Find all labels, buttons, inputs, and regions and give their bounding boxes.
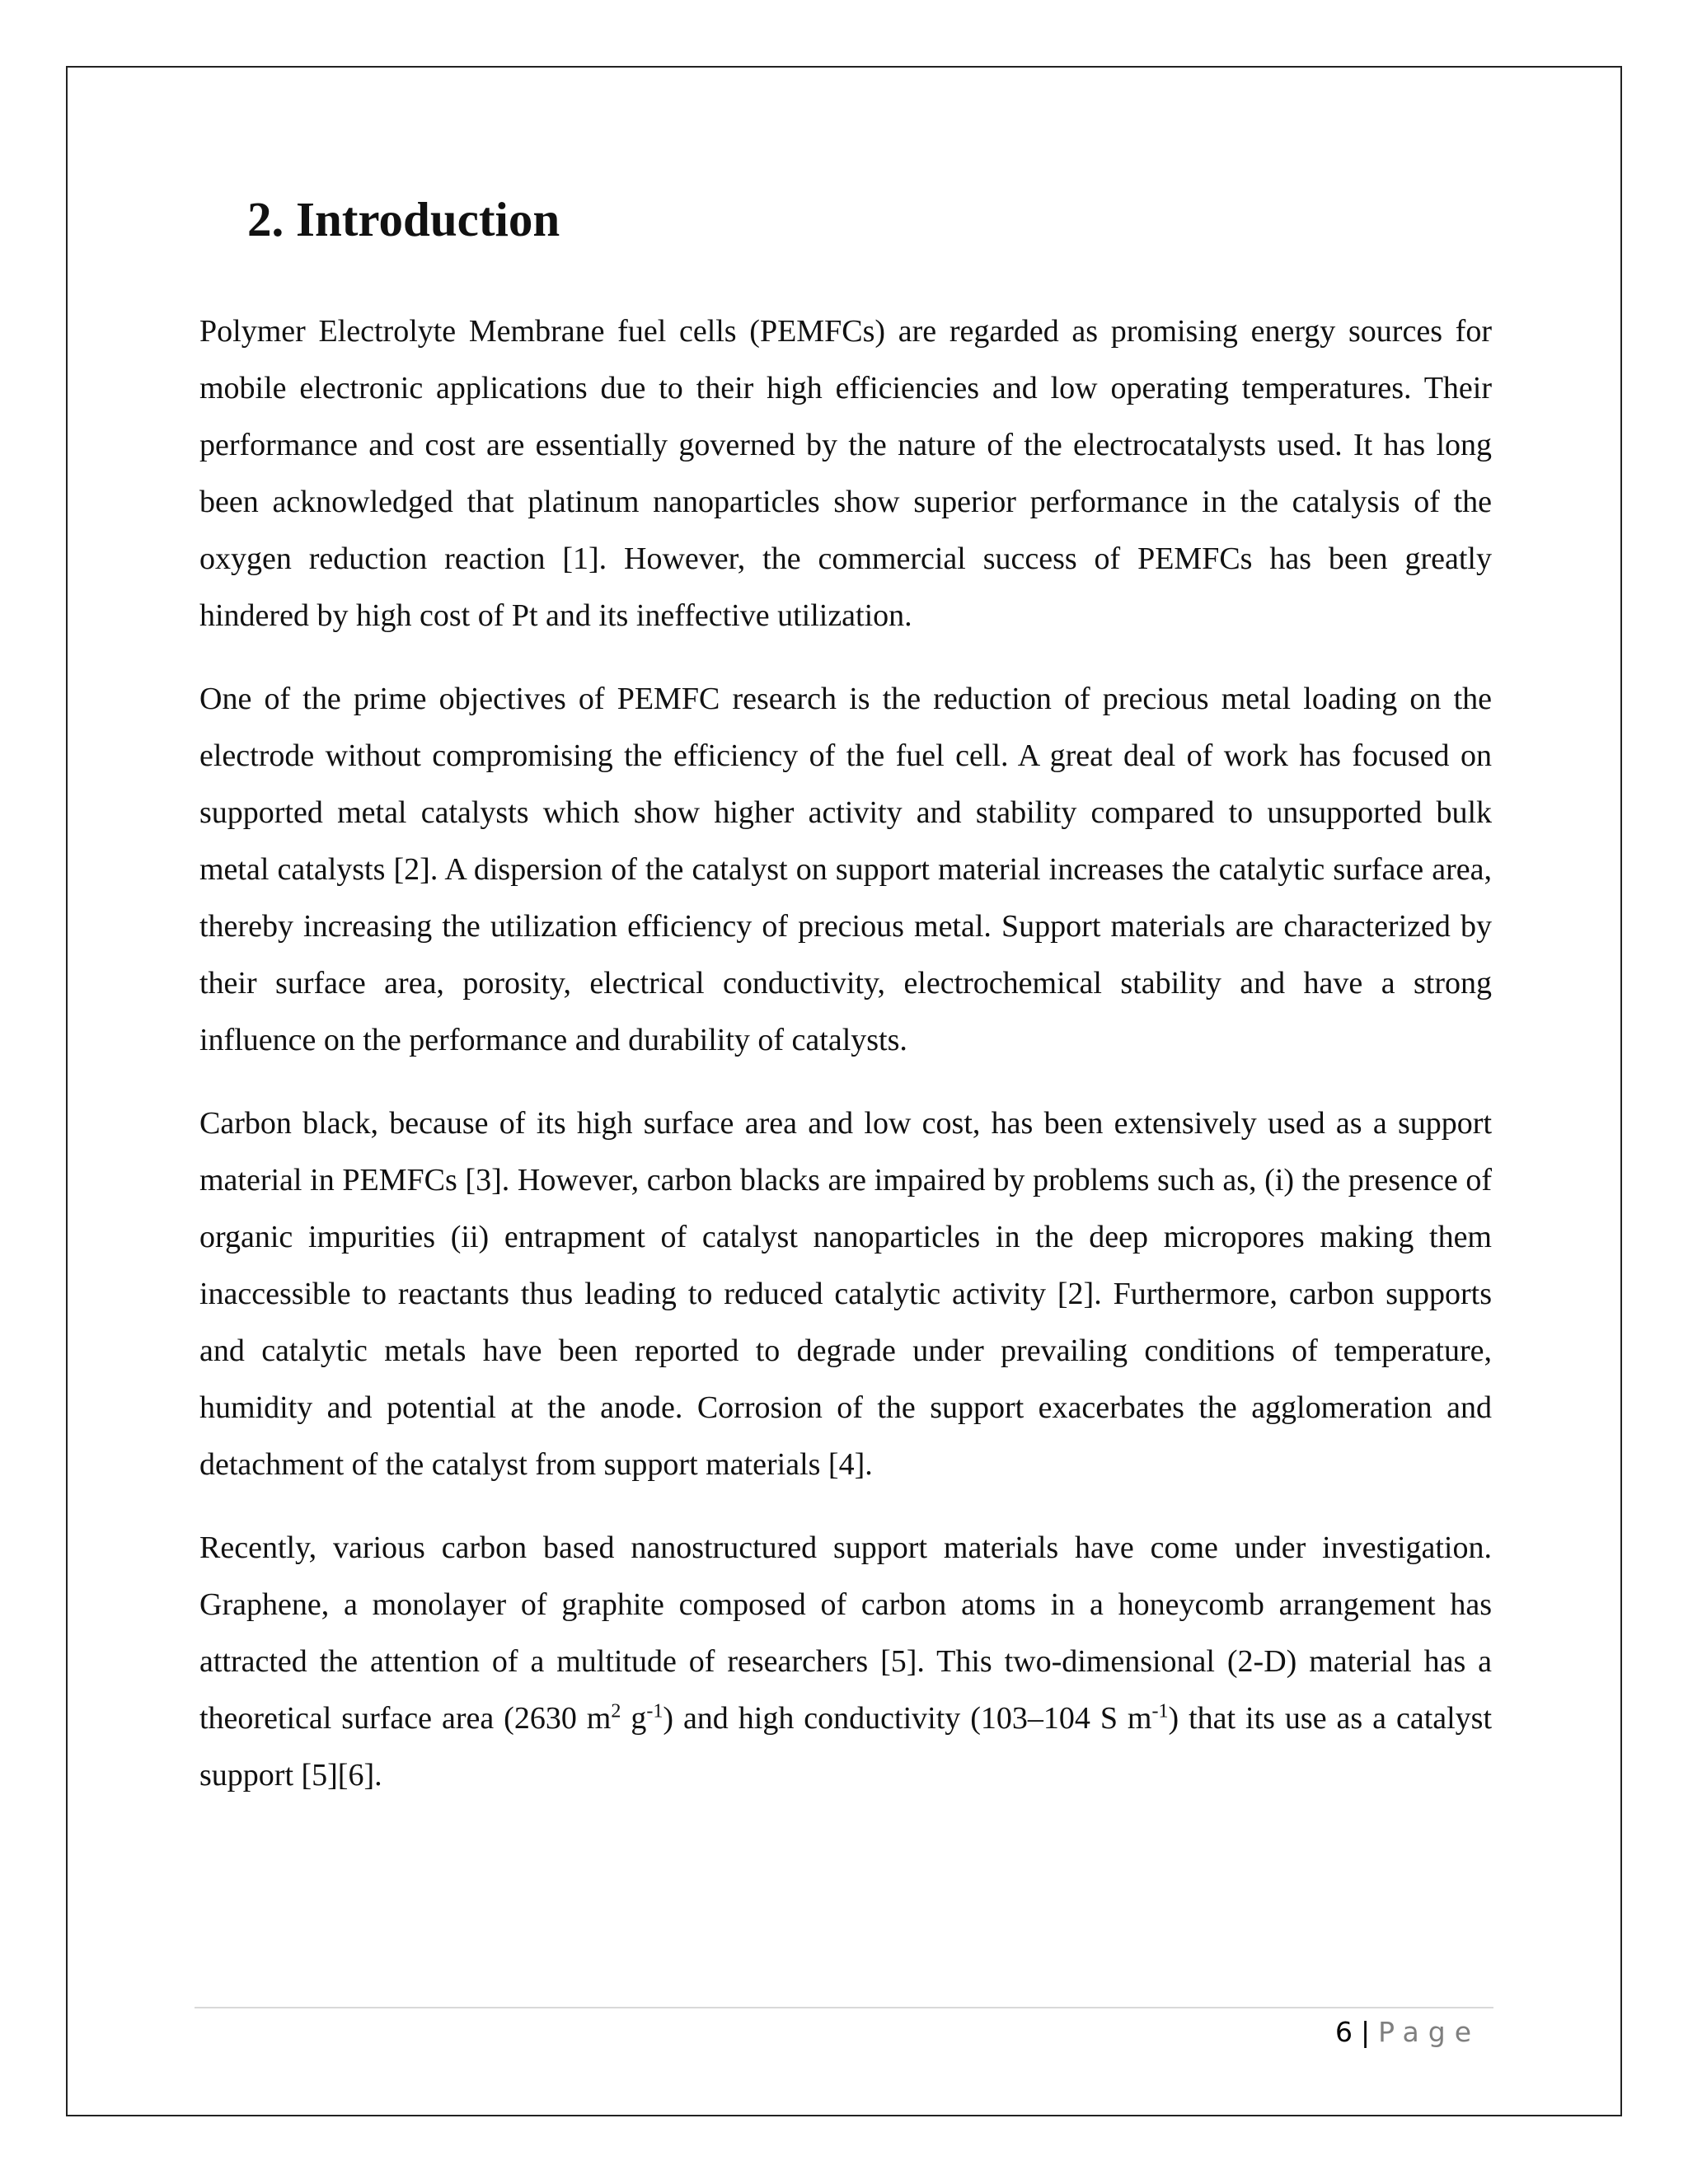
page-number: 6 (1334, 2016, 1353, 2048)
section-heading: 2. Introduction (247, 192, 560, 246)
body-text (199, 303, 1492, 1830)
footer-separator: | (1360, 2016, 1371, 2048)
superscript-inverse-gram: -1 (646, 1700, 663, 1722)
superscript-squared: 2 (611, 1700, 621, 1722)
paragraph-2: One of the prime objectives of PEMFC research is the reduction of precious metal loading on the electrode without compromising the efficiency of the fuel cell. A great deal of work has focused on supported metal catalysts which show higher activity and stability compared to unsupported bulk metal catalysts [2]. A dispersion of the catalyst on support material increases the catalytic surface area, thereby increasing the utilization efficiency of precious metal. Support materials are characterized by their surface area, porosity, electrical conductivity, electrochemical stability and have a strong influence on the performance and durability of catalysts. (199, 682, 1492, 1057)
footer-divider (195, 2007, 1493, 2008)
paragraph-1: Polymer Electrolyte Membrane fuel cells (PEMFCs) are regarded as promising energy sources for mobile electronic applications due to their high efficiencies and low operating temperatures. Their performance and cost are essentially governed by the nature of the electrocatalysts used. It has long been acknowledged that platinum nanoparticles show superior performance in the catalysis of the oxygen reduction reaction [1]. However, the commercial success of PEMFCs has been greatly hindered by high cost of Pt and its ineffective utilization. (199, 314, 1492, 633)
paragraph-4-text-d: ) that its use as a catalyst support [5][6]. (199, 1701, 1493, 1793)
paragraph-4-text-b: g (621, 1701, 647, 1736)
page-footer (1335, 2009, 1480, 2055)
superscript-inverse-meter: -1 (1151, 1700, 1169, 1722)
paragraph-4-text-c: ) and high conductivity (103–104 S m (663, 1701, 1152, 1736)
paragraph-4-text-a: Recently, various carbon based nanostructured support materials have come under investigation. Graphene, a monolayer of graphite composed of carbon atoms in a honeycomb arrangement has attracted the attention of a multitude of researchers [5]. This two-dimensional (2-D) material has a theoretical surface area (2630 m (199, 1530, 1492, 1736)
paragraph-4 (199, 1520, 1492, 1804)
page-label: Page (1378, 2016, 1480, 2048)
paragraph-3: Carbon black, because of its high surface area and low cost, has been extensively used as a support material in PEMFCs [3]. However, carbon blacks are impaired by problems such as, (i) the presence of organic impurities (ii) entrapment of catalyst nanoparticles in the deep micropores making them inaccessible to reactants thus leading to reduced catalytic activity [2]. Furthermore, carbon supports and catalytic metals have been reported to degrade under prevailing conditions of temperature, humidity and potential at the anode. Corrosion of the support exacerbates the agglomeration and detachment of the catalyst from support materials [4]. (199, 1106, 1492, 1482)
